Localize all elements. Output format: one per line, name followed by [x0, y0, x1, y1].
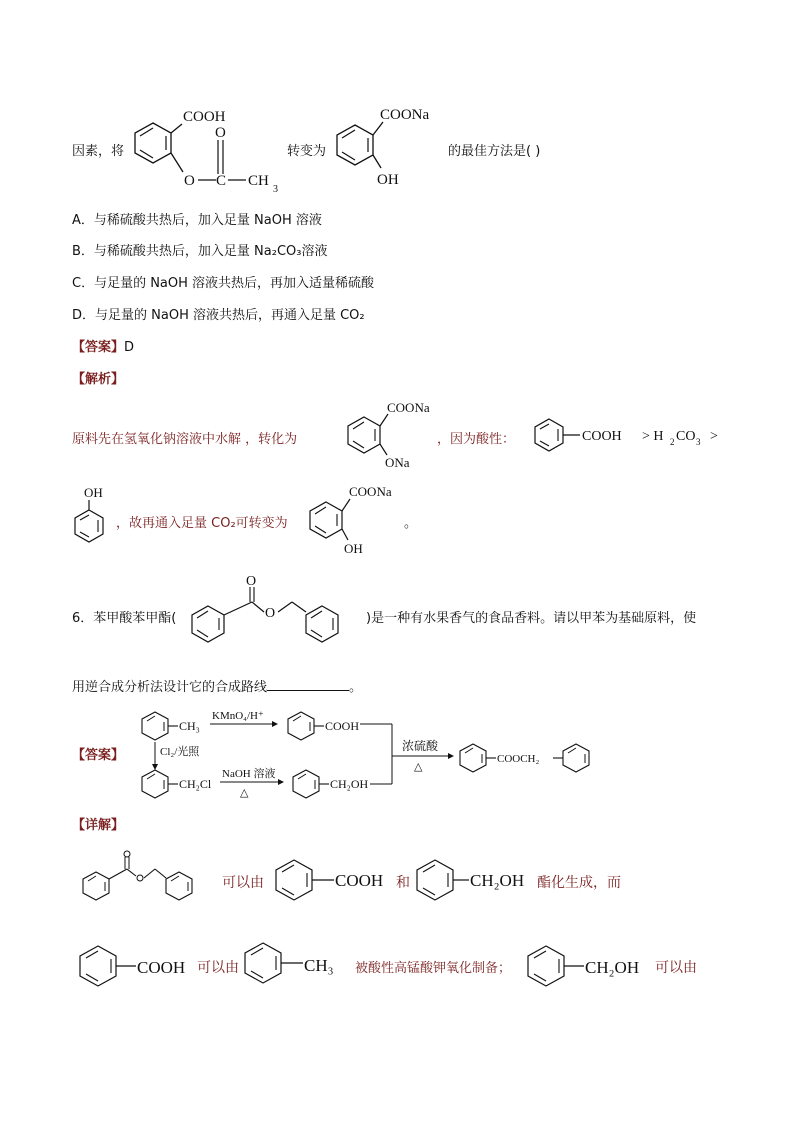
- q6-answer-tag: 【答案】: [72, 748, 125, 763]
- q6-line2-text: 用逆合成分析法设计它的合成路线: [72, 680, 268, 695]
- q5-option-a: A．与稀硫酸共热后，加入足量 NaOH 溶液: [72, 213, 322, 228]
- q5-mid: 转变为: [287, 144, 327, 159]
- route-cl2: Cl₂/光照: [160, 746, 200, 758]
- analysis-coona: COONa: [387, 400, 430, 415]
- detail-t1: 可以由: [222, 875, 264, 891]
- answer-blank: [267, 678, 349, 691]
- analysis-ona: ONa: [385, 455, 410, 470]
- route-cooh: COOH: [325, 719, 360, 733]
- route-kmno4: KMnO₄/H⁺: [212, 710, 264, 722]
- detail-t3: 可以由: [197, 960, 239, 976]
- benzyl-benzoate-structure: [186, 575, 366, 650]
- analysis-line2: ，故再通入足量 CO₂可转变为: [116, 516, 288, 531]
- detail-ch2oh-2: CH₂OH: [585, 958, 640, 977]
- detail-cooh: COOH: [335, 871, 384, 890]
- aspirin-o-carbonyl: O: [215, 125, 226, 141]
- route-ch2cl: CH₂Cl: [179, 777, 212, 791]
- q5-option-c: C．与足量的 NaOH 溶液共热后，再加入适量稀硫酸: [72, 276, 375, 291]
- salicylate-oh: OH: [377, 172, 399, 188]
- q6-detail-tag: 【详解】: [72, 818, 125, 833]
- sodium-phenoxide-carboxylate-structure: [340, 395, 440, 475]
- detail-toluene: [241, 941, 351, 989]
- detail-and: 和: [396, 875, 410, 891]
- phenol-structure: [72, 482, 122, 552]
- sodium-salicylate-structure: [325, 100, 455, 190]
- aspirin-cooh: COOH: [183, 109, 226, 125]
- analysis-tag: 【解析】: [72, 372, 125, 387]
- route-naoh: NaOH 溶液: [222, 768, 276, 780]
- detail-t4: 被酸性高锰酸钾氧化制备；: [355, 961, 512, 976]
- q5-option-d: D．与足量的 NaOH 溶液共热后，再通入足量 CO₂: [72, 308, 365, 323]
- salicylate-structure-2: [302, 480, 412, 560]
- q6-line2: [72, 676, 362, 695]
- q6-stem-a: 6．苯甲酸苯甲酯(: [72, 611, 177, 626]
- aspirin-c: C: [216, 173, 227, 189]
- aspirin-o-ester: O: [184, 173, 195, 189]
- detail-t2: 酯化生成，而: [537, 875, 621, 891]
- analysis2-coona: COONa: [349, 484, 392, 499]
- analysis-line1b: ，因为酸性：: [437, 432, 516, 447]
- answer-value: D: [124, 340, 135, 355]
- synthesis-route: [140, 700, 610, 810]
- q5-answer: [72, 336, 134, 355]
- sub-3: 3: [696, 437, 701, 447]
- detail-t5: 可以由: [655, 960, 697, 976]
- q5-intro: 因素，将: [72, 144, 125, 159]
- route-h2so4: 浓硫酸: [402, 739, 439, 753]
- analysis-period: 。: [404, 516, 418, 531]
- analysis-line1a: 原料先在氢氧化钠溶液中水解 ，转化为: [72, 432, 298, 447]
- detail-benzoic-acid: [272, 858, 397, 902]
- detail-ch2oh: CH₂OH: [470, 871, 525, 890]
- aspirin-ch3: CH: [248, 173, 269, 189]
- route-product: COOCH₂: [497, 753, 540, 765]
- gt-h: > H: [642, 429, 664, 444]
- q5-option-b: B．与稀硫酸共热后，加入足量 Na₂CO₃溶液: [72, 244, 328, 259]
- salicylate-coona: COONa: [380, 107, 430, 123]
- route-ch2oh: CH₂OH: [330, 777, 369, 791]
- aspirin-sub3: 3: [273, 184, 278, 195]
- detail-benzyl-alcohol: [413, 858, 538, 902]
- detail-cooh-2: COOH: [137, 958, 186, 977]
- detail-benzoic-acid-2: [76, 944, 201, 990]
- route-delta2: △: [414, 761, 423, 773]
- benzoic-acid-structure: [532, 418, 632, 454]
- sub-2: 2: [670, 437, 675, 447]
- gt-2: >: [710, 429, 718, 444]
- phenol-oh: OH: [84, 485, 103, 500]
- detail-ch3: CH₃: [304, 956, 334, 975]
- route-ch3: CH₃: [179, 719, 200, 733]
- ester-o-link: O: [265, 606, 276, 621]
- q6-stem-b: )是一种有水果香气的食品香料。请以甲苯为基础原料，使: [366, 611, 697, 626]
- detail-benzyl-benzoate: [78, 848, 208, 913]
- ester-o-carbonyl: O: [246, 574, 257, 589]
- q5-tail: 的最佳方法是( ): [448, 144, 541, 159]
- q6-line2-end: 。: [349, 680, 363, 695]
- co: CO: [676, 429, 696, 444]
- acidity-comparison: [640, 424, 740, 450]
- answer-tag: 【答案】: [72, 340, 125, 355]
- route-delta: △: [240, 787, 249, 799]
- detail-benzyl-alcohol-2: [524, 944, 654, 990]
- analysis2-oh: OH: [344, 541, 363, 556]
- analysis-cooh: COOH: [582, 429, 622, 444]
- aspirin-structure: [120, 100, 290, 200]
